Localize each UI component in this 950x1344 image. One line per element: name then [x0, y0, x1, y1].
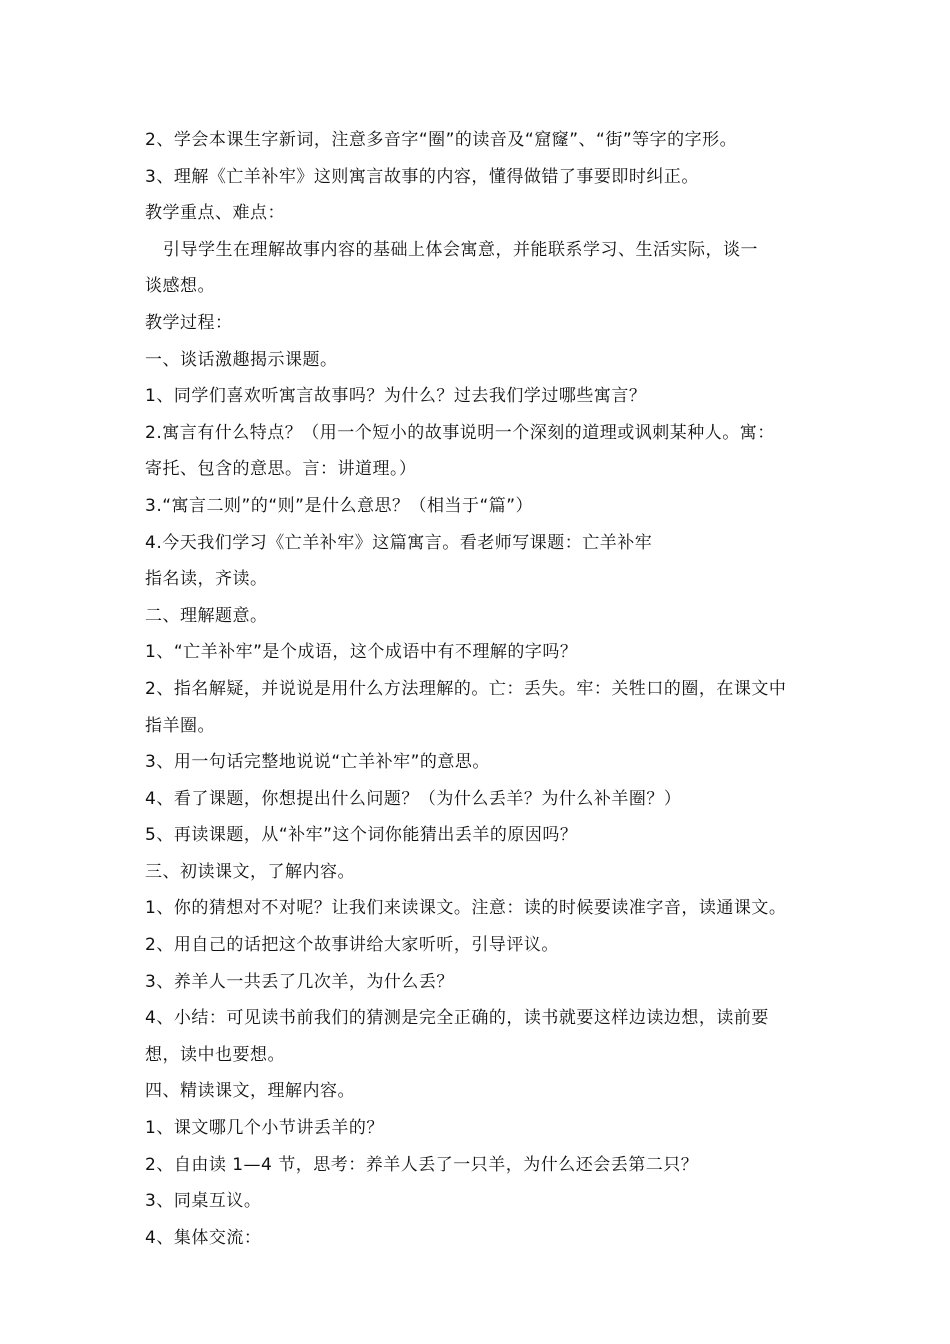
text-line: 2、指名解疑，并说说是用什么方法理解的。亡：丢失。牢：关牲口的圈，在课文中 — [145, 678, 787, 699]
text-line: 2、用自己的话把这个故事讲给大家听听，引导评议。 — [145, 935, 559, 956]
text-line: 指羊圈。 — [145, 715, 215, 736]
text-line: 3、同桌互议。 — [145, 1191, 262, 1212]
text-line: 2、学会本课生字新词，注意多音字“圈”的读音及“窟窿”、“街”等字的字形。 — [145, 130, 738, 150]
text-line: 3、理解《亡羊补牢》这则寓言故事的内容，懂得做错了事要即时纠正。 — [145, 166, 699, 187]
text-line: 3.“寓言二则”的“则”是什么意思？（相当于“篇”） — [145, 495, 534, 516]
text-line: 1、“亡羊补牢”是个成语，这个成语中有不理解的字吗？ — [145, 642, 578, 663]
text-line: 谈感想。 — [145, 276, 215, 297]
text-line: 想，读中也要想。 — [145, 1044, 285, 1065]
step-heading: 一、谈话激趣揭示课题。 — [145, 349, 338, 370]
text-line: 4、集体交流： — [145, 1227, 262, 1248]
text-line: 1、同学们喜欢听寓言故事吗？为什么？过去我们学过哪些寓言？ — [145, 386, 647, 407]
text-line: 指名读，齐读。 — [145, 569, 268, 590]
text-line: 4、看了课题，你想提出什么问题？（为什么丢羊？为什么补羊圈？） — [145, 788, 682, 809]
text-line: 1、你的猜想对不对呢？让我们来读课文。注意：读的时候要读准字音，读通课文。 — [145, 898, 787, 919]
step-heading: 二、理解题意。 — [145, 605, 268, 626]
text-line: 1、课文哪几个小节讲丢羊的？ — [145, 1118, 384, 1139]
text-line: 2、自由读 1—4 节，思考：养羊人丢了一只羊，为什么还会丢第二只？ — [145, 1154, 699, 1175]
step-heading: 三、初读课文，了解内容。 — [145, 861, 355, 882]
text-line: 4.今天我们学习《亡羊补牢》这篇寓言。看老师写课题：亡羊补牢 — [145, 532, 653, 553]
text-line: 2.寓言有什么特点？（用一个短小的故事说明一个深刻的道理或讽刺某种人。寓： — [145, 422, 775, 443]
text-line: 3、用一句话完整地说说“亡羊补牢”的意思。 — [145, 752, 490, 773]
text-line: 引导学生在理解故事内容的基础上体会寓意，并能联系学习、生活实际，谈一 — [163, 239, 758, 260]
text-line: 寄托、包含的意思。言：讲道理。） — [145, 459, 417, 480]
section-heading: 教学重点、难点： — [145, 203, 285, 224]
text-line: 5、再读课题，从“补牢”这个词你能猜出丢羊的原因吗？ — [145, 825, 578, 846]
text-line: 4、小结：可见读书前我们的猜测是完全正确的，读书就要这样边读边想，读前要 — [145, 1008, 769, 1029]
step-heading: 四、精读课文，理解内容。 — [145, 1081, 355, 1102]
section-heading: 教学过程： — [145, 312, 233, 333]
lesson-plan-text — [145, 122, 825, 1256]
text-line: 3、养羊人一共丢了几次羊，为什么丢？ — [145, 971, 454, 992]
